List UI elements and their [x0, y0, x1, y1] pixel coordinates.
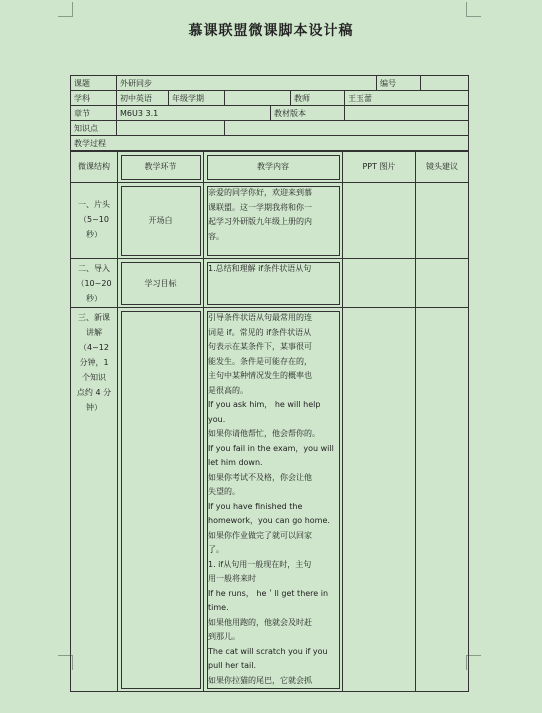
content-line: If he runs， he＇ll get there in	[208, 588, 329, 598]
teacher-value: 王玉蕾	[345, 91, 469, 106]
info-table	[70, 75, 469, 151]
ppt-cell	[343, 308, 416, 692]
content-line: let him down.	[208, 458, 263, 467]
content-line: 是很高的。	[208, 385, 248, 395]
content-lines	[208, 311, 338, 691]
stage-line: （4~12	[79, 343, 109, 352]
knowledge-label: 知识点	[71, 121, 117, 136]
content-line: pull her tail.	[208, 661, 256, 670]
subject-value: 初中英语	[117, 91, 169, 106]
content-line: 容。	[208, 231, 224, 241]
content-newlesson	[204, 308, 343, 692]
header-content: 教学内容	[204, 152, 343, 183]
stage-line: 一、片头	[78, 200, 110, 209]
camera-cell	[416, 259, 469, 308]
ppt-cell	[343, 183, 416, 259]
process-label: 教学过程	[71, 136, 469, 151]
stage-line: （5~10	[79, 215, 109, 224]
camera-cell	[416, 183, 469, 259]
content-line: 课联盟。这一学期我将和你一	[208, 202, 312, 212]
content-line: 句表示在某条件下，某事很可	[208, 342, 312, 351]
stage-newlesson	[71, 308, 118, 692]
content-line: 如果你作业做完了就可以回家	[208, 530, 312, 540]
term-value	[225, 91, 291, 106]
knowledge-value-a	[117, 121, 225, 136]
content-line: 用一般将来时	[208, 574, 256, 583]
content-line: 如果你请他帮忙，他会帮你的。	[208, 429, 320, 438]
content-line: 引导条件状语从句最常用的连	[208, 313, 312, 322]
stage-line: 二、导入	[78, 264, 110, 273]
content-line: If you ask him， he will help	[208, 400, 321, 409]
teacher-label: 教师	[291, 91, 345, 106]
edition-value	[345, 106, 469, 121]
content-line: 亲爱的同学你好，欢迎来到慕	[208, 188, 312, 197]
camera-cell	[416, 308, 469, 692]
content-line: The cat will scratch you if you	[208, 646, 328, 656]
chapter-label: 章节	[71, 106, 117, 121]
stage-line: 秒）	[86, 294, 102, 303]
content-line: time.	[208, 603, 229, 612]
course-value: 外研同步	[117, 76, 377, 91]
content-opening	[204, 183, 343, 259]
stage-line: （10~20	[76, 279, 112, 288]
header-step: 教学环节	[118, 152, 204, 183]
knowledge-value-b	[225, 121, 469, 136]
stage-line: 分钟，1	[79, 358, 109, 367]
stage-line: 钟）	[86, 403, 102, 412]
stage-line: 讲解	[86, 328, 102, 337]
ppt-cell	[343, 259, 416, 308]
content-line: 到那儿。	[208, 632, 240, 641]
edition-label: 教材版本	[271, 106, 345, 121]
chapter-value: M6U3 3.1	[117, 106, 271, 121]
subject-label: 学科	[71, 91, 117, 106]
step-opening: 开场白	[118, 183, 204, 259]
content-objectives	[204, 259, 343, 308]
content-line: If you have finished the	[208, 501, 303, 511]
content-line: If you fail in the exam，you will	[208, 443, 334, 453]
content-line: 起学习外研版九年级上册的内	[208, 217, 312, 226]
content-line: 词是 if。常见的 if条件状语从	[208, 327, 312, 337]
stage-line: 三、新课	[78, 313, 110, 322]
step-newlesson	[118, 308, 204, 692]
content-line: 主句中某种情况发生的概率也	[208, 371, 312, 380]
stage-intro	[71, 183, 118, 259]
content-line: 如果他用跑的，他就会及时赶	[208, 617, 312, 627]
stage-leadin	[71, 259, 118, 308]
header-ppt: PPT 图片	[343, 152, 416, 183]
number-value	[421, 76, 469, 91]
lesson-table	[70, 151, 469, 692]
content-line: 失望的。	[208, 487, 240, 496]
content-line: 能发生。条件是可能存在的，	[208, 356, 312, 366]
stage-line: 秒）	[86, 230, 102, 239]
header-structure: 微课结构	[71, 152, 118, 183]
content-line: 如果你拉猫的尾巴，它就会抓	[208, 675, 312, 685]
content-line: 1. if从句用一般现在时，主句	[208, 559, 312, 569]
content-line: you.	[208, 414, 226, 424]
content-line: 如果你考试不及格，你会让他	[208, 472, 312, 482]
content-line: homework，you can go home.	[208, 516, 330, 525]
stage-line: 个知识	[82, 373, 106, 382]
content-line: 1.总结和理解 if条件状语从句	[208, 264, 312, 273]
stage-line: 点约 4 分	[76, 388, 112, 397]
number-label: 编号	[377, 76, 421, 91]
crop-mark-top-left	[58, 2, 73, 17]
header-camera: 镜头建议	[416, 152, 469, 183]
document-title: 慕课联盟微课脚本设计稿	[188, 23, 354, 39]
course-label: 课题	[71, 76, 117, 91]
term-label: 年级学期	[169, 91, 225, 106]
crop-mark-top-right	[466, 2, 481, 17]
step-objectives: 学习目标	[118, 259, 204, 308]
content-line: 了。	[208, 545, 224, 554]
